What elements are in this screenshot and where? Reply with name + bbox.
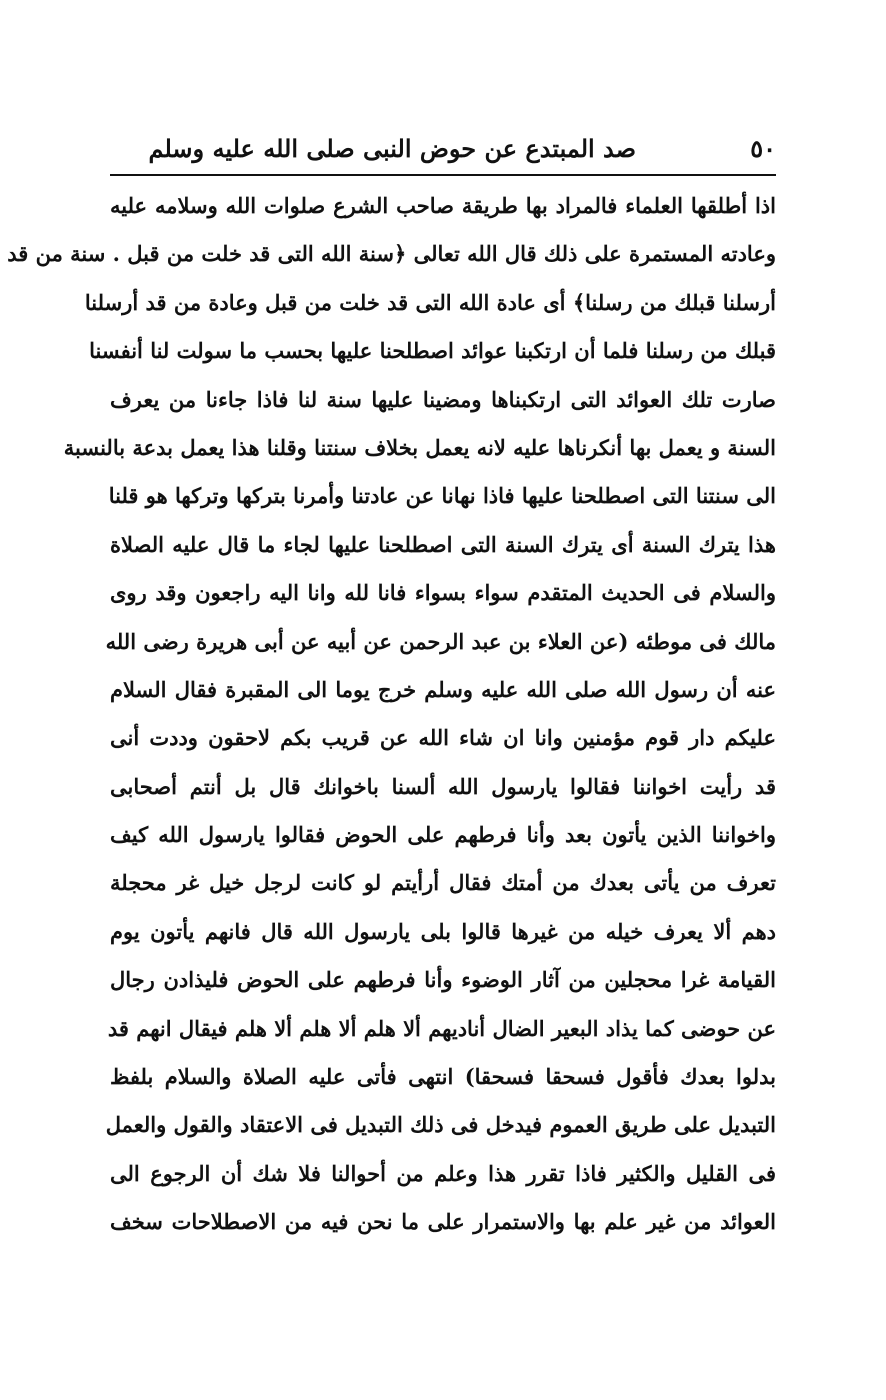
text-line: والسلام فى الحديث المتقدم سواء بسواء فانا لله وانا اليه راجعون وقد روى — [110, 580, 776, 606]
text-line: العوائد من غير علم بها والاستمرار على ما نحن فيه من الاصطلاحات سخف — [110, 1209, 776, 1235]
text-line: مالك فى موطئه (عن العلاء بن عبد الرحمن عن أبيه عن أبى هريرة رضى الله — [105, 628, 776, 654]
page-header — [110, 128, 776, 170]
page-number: ٥٠ — [750, 134, 776, 163]
text-line: السنة و يعمل بها أنكرناها عليه لانه يعمل بخلاف سنتنا وقلنا هذا يعمل بدعة بالنسبة — [63, 434, 776, 460]
text-line: وعادته المستمرة على ذلك قال الله تعالى ﴿سنة الله التى قد خلت من قبل . سنة من قد — [7, 241, 776, 267]
text-line: تعرف من يأتى بعدك من أمتك فقال أرأيتم لو كانت لرجل خيل غر محجلة — [110, 870, 776, 896]
text-line: عليكم دار قوم مؤمنين وانا ان شاء الله عن قريب بكم لاحقون وددت أنى — [110, 725, 776, 751]
running-title: صد المبتدع عن حوض النبى صلى الله عليه وسلم — [148, 134, 636, 163]
text-line: التبديل على طريق العموم فيدخل فى ذلك التبديل فى الاعتقاد والقول والعمل — [105, 1112, 776, 1138]
text-line: قد رأيت اخواننا فقالوا يارسول الله ألسنا باخوانك قال بل أنتم أصحابى — [110, 773, 776, 799]
header-divider — [110, 174, 776, 176]
text-line: صارت تلك العوائد التى ارتكبناها ومضينا عليها سنة لنا فاذا جاءنا من يعرف — [110, 386, 776, 412]
text-line: هذا يترك السنة أى يترك السنة التى اصطلحنا عليها لجاء ما قال عليه الصلاة — [110, 531, 776, 557]
text-line: عن حوضى كما يذاد البعير الضال أناديهم ألا هلم ألا هلم ألا هلم فيقال انهم قد — [107, 1015, 776, 1041]
text-line: القيامة غرا محجلين من آثار الوضوء وأنا فرطهم على الحوض فليذادن رجال — [110, 967, 776, 993]
text-line: اذا أطلقها العلماء فالمراد بها طريقة صاحب الشرع صلوات الله وسلامه عليه — [110, 193, 776, 218]
text-line: دهم ألا يعرف خيله من غيرها قالوا بلى يارسول الله قال فانهم يأتون يوم — [110, 918, 776, 944]
text-line: واخواننا الذين يأتون بعد وأنا فرطهم على الحوض فقالوا يارسول الله كيف — [110, 822, 776, 848]
text-line: فى القليل والكثير فاذا تقرر هذا وعلم من أحوالنا فلا شك أن الرجوع الى — [110, 1160, 776, 1186]
text-line: الى سنتنا التى اصطلحنا عليها فاذا نهانا عن عادتنا وأمرنا بتركها وتركها هو قلنا — [108, 483, 776, 509]
text-line: عنه أن رسول الله صلى الله عليه وسلم خرج يوما الى المقبرة فقال السلام — [110, 676, 776, 702]
body-text — [7, 182, 776, 1247]
text-line: قبلك من رسلنا فلما أن ارتكبنا عوائد اصطلحنا عليها بحسب ما سولت لنا أنفسنا — [89, 338, 776, 364]
text-line: بدلوا بعدك فأقول فسحقا فسحقا) انتهى فأتى عليه الصلاة والسلام بلفظ — [110, 1064, 776, 1090]
text-line: أرسلنا قبلك من رسلنا﴾ أى عادة الله التى قد خلت من قبل وعادة من قد أرسلنا — [84, 289, 776, 315]
